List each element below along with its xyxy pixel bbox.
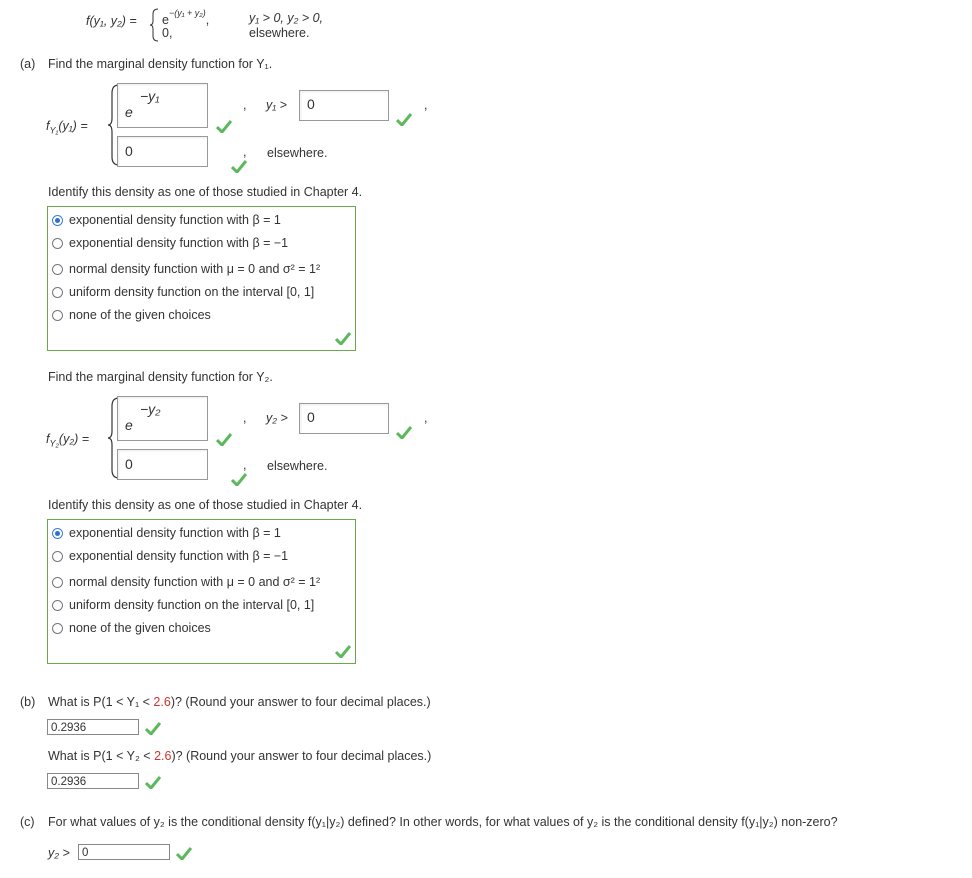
choice-1-option-2[interactable] [52, 236, 288, 250]
fy1-box1-base: e [125, 104, 133, 120]
fy1-lhs [46, 119, 88, 136]
choice-1-label-5: none of the given choices [69, 308, 211, 322]
fy2-trailing-comma: , [424, 411, 428, 425]
fy2-comma2: , [243, 458, 247, 472]
fy1-else-input[interactable] [117, 136, 208, 167]
choice-2-label-5: none of the given choices [69, 621, 211, 635]
check-icon [216, 120, 232, 133]
joint-row1-comma: , [205, 13, 210, 28]
choice-2-label-1: exponential density function with β = 1 [69, 526, 281, 540]
check-icon [231, 160, 247, 173]
radio-selected-icon[interactable] [52, 215, 63, 226]
part-b-q2-suffix: )? (Round your answer to four decimal places.) [171, 749, 432, 763]
part-b-q1-value: 2.6 [153, 695, 171, 709]
fy2-box1-base: e [125, 417, 133, 433]
check-icon [145, 722, 161, 735]
choice-1-label-2: exponential density function with β = −1 [69, 236, 289, 250]
choice-1-label-4: uniform density function on the interval [0, 1] [69, 285, 315, 299]
choice-2-option-2[interactable] [52, 549, 288, 563]
choice-2-label-2: exponential density function with β = −1 [69, 549, 289, 563]
part-a-label: (a) [20, 57, 36, 71]
joint-row1-cond: y₁ > 0, y₂ > 0, [249, 11, 324, 25]
fy1-lhs-f: f [46, 119, 50, 133]
fy1-trailing-comma: , [424, 98, 428, 112]
fy2-else-input[interactable] [117, 449, 208, 480]
radio-icon[interactable] [52, 238, 63, 249]
radio-icon[interactable] [52, 287, 63, 298]
radio-icon[interactable] [52, 577, 63, 588]
fy2-cond-value: 0 [307, 409, 315, 425]
part-b-answer-1-input[interactable]: 0.2936 [47, 719, 139, 735]
part-b-q1-suffix: )? (Round your answer to four decimal places.) [170, 695, 431, 709]
fy2-comma1: , [243, 411, 247, 425]
fy1-expression-box[interactable] [117, 83, 208, 128]
choice-2-option-5[interactable] [52, 621, 211, 635]
fy2-cond-input[interactable] [299, 403, 389, 434]
choice-1-option-4[interactable] [52, 285, 314, 299]
check-icon [335, 332, 351, 345]
check-icon [335, 645, 351, 658]
joint-row2-expr: 0, [162, 26, 173, 40]
identify-text-1: Identify this density as one of those studied in Chapter 4. [48, 185, 363, 199]
part-b-answer-2-input[interactable]: 0.2936 [47, 773, 139, 789]
part-c-label: (c) [20, 815, 35, 829]
fy2-box1-exp: −y₂ [140, 401, 161, 417]
check-icon [145, 776, 161, 789]
fy2-expression-box[interactable] [117, 396, 208, 441]
check-icon [396, 113, 412, 126]
joint-row2-cond: elsewhere. [249, 26, 310, 40]
check-icon [176, 847, 192, 860]
choice-1-label-1: exponential density function with β = 1 [69, 213, 281, 227]
part-a-question-y2: Find the marginal density function for Y₂. [48, 370, 273, 384]
fy1-box1-exp: −y₁ [140, 88, 160, 104]
fy2-lhs [46, 432, 89, 449]
fy2-lhs-f: f [46, 432, 50, 446]
choice-group-1 [47, 206, 356, 351]
choice-2-label-3: normal density function with μ = 0 and σ² = 1² [69, 575, 321, 589]
radio-selected-icon[interactable] [52, 528, 63, 539]
choice-1-label-3: normal density function with μ = 0 and σ² = 1² [69, 262, 321, 276]
fy1-lhs-arg: (y₁) = [58, 119, 88, 133]
fy2-cond-label: y₂ > [266, 411, 288, 425]
choice-2-option-3[interactable] [52, 575, 320, 589]
fy1-comma1: , [243, 98, 247, 112]
fy1-cond-input[interactable] [299, 90, 389, 121]
choice-1-option-1[interactable] [52, 213, 281, 227]
fy2-lhs-sub: Y₂ [49, 438, 59, 449]
part-b-question-2 [48, 749, 431, 763]
choice-group-2 [47, 519, 356, 664]
radio-icon[interactable] [52, 551, 63, 562]
part-c-answer-input[interactable]: 0 [78, 844, 170, 860]
fy1-cond-value: 0 [307, 96, 315, 112]
choice-2-option-1[interactable] [52, 526, 281, 540]
fy2-box2-value: 0 [125, 456, 133, 472]
joint-brace [150, 8, 160, 42]
joint-lhs: f(y₁, y₂) = [86, 14, 137, 28]
fy2-else-label: elsewhere. [267, 459, 328, 473]
choice-1-option-3[interactable] [52, 262, 320, 276]
choice-1-option-5[interactable] [52, 308, 211, 322]
part-b-q1-prefix: What is P(1 < Y₁ < [48, 695, 154, 709]
fy1-comma2: , [243, 145, 247, 159]
radio-icon[interactable] [52, 264, 63, 275]
joint-row1-expr: e [162, 13, 169, 28]
fy1-cond-label: y₁ > [266, 98, 287, 112]
choice-2-label-4: uniform density function on the interval [0, 1] [69, 598, 315, 612]
radio-icon[interactable] [52, 623, 63, 634]
check-icon [396, 426, 412, 439]
identify-text-2: Identify this density as one of those studied in Chapter 4. [48, 498, 363, 512]
check-icon [231, 473, 247, 486]
fy1-lhs-sub: Y₁ [49, 125, 59, 136]
part-b-q2-prefix: What is P(1 < Y₂ < [48, 749, 155, 763]
fy1-box2-value: 0 [125, 143, 133, 159]
radio-icon[interactable] [52, 310, 63, 321]
part-b-label: (b) [20, 695, 36, 709]
fy2-lhs-arg: (y₂) = [58, 432, 90, 446]
part-b-q2-value: 2.6 [154, 749, 172, 763]
check-icon [216, 433, 232, 446]
fy1-else-label: elsewhere. [267, 146, 328, 160]
radio-icon[interactable] [52, 600, 63, 611]
joint-row1-exp: −(y₁ + y₂) [168, 8, 206, 18]
part-a-question-y1: Find the marginal density function for Y₁. [48, 57, 273, 71]
part-b-question-1 [48, 695, 431, 709]
part-c-cond-label: y₂ > [48, 846, 70, 860]
choice-2-option-4[interactable] [52, 598, 314, 612]
part-c-question: For what values of y₂ is the conditional density f(y₁|y₂) defined? In other words, for what values of y₂ is the conditional density f(y₁|y₂) non-zero? [48, 815, 838, 829]
